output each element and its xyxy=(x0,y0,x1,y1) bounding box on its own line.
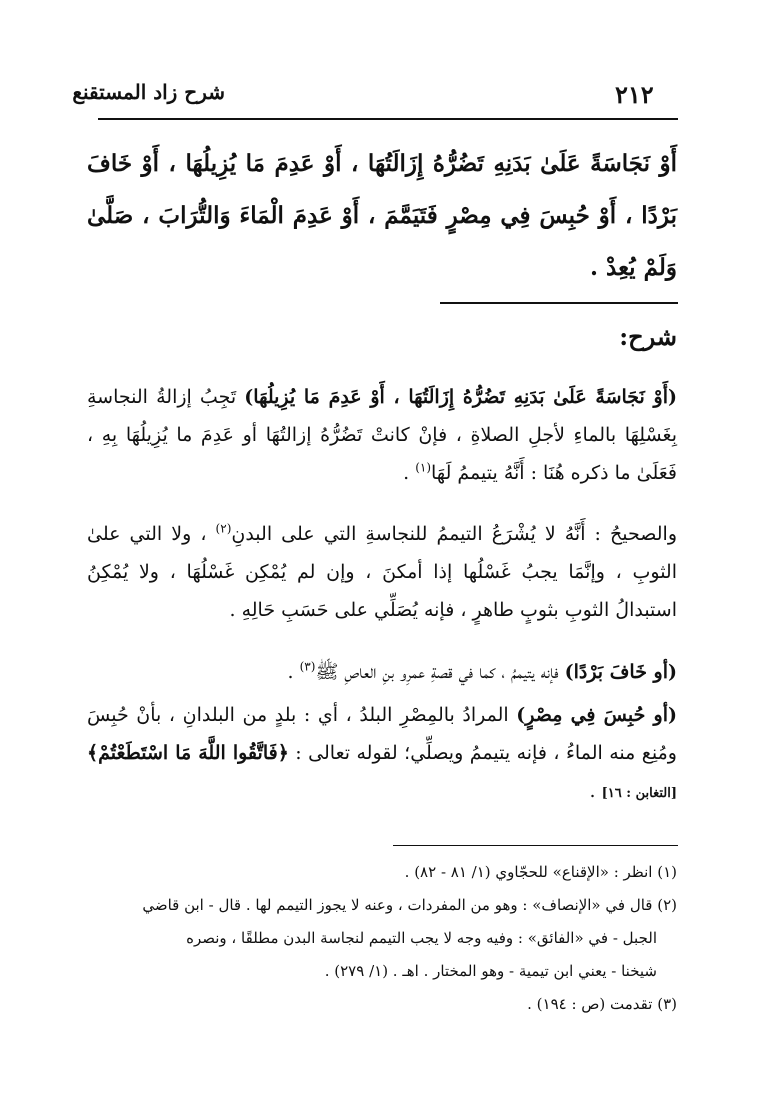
paragraph-text: تَجِبُ إزالةُ النجاسةِ بِغَسْلِهَا بالماءِ لأجلِ الصلاةِ ، فإنْ كانتْ تَضُرُّهُ إزالتُهَا أو عَدِمَ ما يُزِيلُهَا بِهِ ، فَعَلَىٰ ما ذكره هُنَا : أَنَّهُ يتيممُ لَهَا xyxy=(87,386,677,484)
paragraph-text: المرادُ بالمِصْرِ البلدُ ، أي : بلدٍ من البلدانِ ، بأنْ حُبِسَ ومُنِع منه الماءُ ، فإنه يتيممُ ويصلِّي؛ لقوله تعالى : xyxy=(87,704,677,764)
footnote-3: (٣) تقدمت (ص : ١٩٤) . xyxy=(527,995,677,1013)
footnote-2: (٢) قال في «الإنصاف» : وهو من المفردات ، وعنه لا يجوز التيمم لها . قال - ابن قاضي xyxy=(142,896,677,914)
footnote-2-line-2: الجبل - في «الفائق» : وفيه وجه لا يجب التيمم لنجاسة البدن مطلقًا ، ونصره xyxy=(186,929,657,947)
sharh-heading: شرح: xyxy=(619,322,677,351)
commentary-paragraph-1 xyxy=(87,378,677,492)
footnotes xyxy=(87,856,677,1021)
footnote-2-line-3: شيخنا - يعني ابن تيمية - وهو المختار . اهـ . (١/ ٢٧٩) . xyxy=(324,962,657,980)
running-title: شرح زاد المستقنع xyxy=(72,80,225,104)
paragraph-end: . xyxy=(403,462,416,484)
quran-verse: ﴿فَاتَّقُوا اللَّهَ مَا اسْتَطَعْتُمْ﴾ xyxy=(87,742,289,764)
verse-reference: [التغابن : ١٦] xyxy=(601,786,677,801)
footnotes-divider xyxy=(393,845,678,846)
paragraph-text: ، ولا التي علىٰ الثوبِ ، وإنَّمَا يجبُ غَسْلُها إذا أمكنَ ، وإن لم يُمْكِن غَسْلُهَا ، ولا يُمْكِنُ استبدالُ الثوبِ بثوبٍ طاهرٍ ، فإنه يُصَلِّي على حَسَبِ حَالِهِ . xyxy=(87,523,677,621)
matn-quote: (أو خَافَ بَرْدًا) xyxy=(564,661,677,683)
matn-quote: (أو حُبِسَ فِي مِصْرٍ) xyxy=(516,704,677,726)
matn-text: أَوْ نَجَاسَةً عَلَىٰ بَدَنِهِ تَضُرُّهُ إِزَالَتُهَا ، أَوْ عَدِمَ مَا يُزِيلُهَا ، أَوْ خَافَ بَرْدًا ، أَوْ حُبِسَ فِي مِصْرٍ فَتَيَمَّمَ ، أَوْ عَدِمَ الْمَاءَ وَالتُّرَابَ ، صَلَّىٰ وَلَمْ يُعِدْ . xyxy=(87,150,677,281)
footnote-marker: (٣) xyxy=(299,659,316,674)
footnote-marker: (١) xyxy=(415,460,432,475)
page-number: ٢١٢ xyxy=(615,80,654,109)
commentary-paragraph-2 xyxy=(87,515,677,629)
footnote-1: (١) انظر : «الإقناع» للحجّاوي (١/ ٨١ - ٨٢) . xyxy=(404,863,677,881)
paragraph-text: فإنه يتيممُ ، كما في قصةِ عمرِو بنِ العاصِ ﷺ xyxy=(315,661,559,683)
paragraph-end: . xyxy=(589,780,602,802)
commentary-paragraph-3 xyxy=(87,653,677,691)
paragraph-end: . xyxy=(287,661,300,683)
header-divider xyxy=(98,118,678,120)
matn-quote: (أَوْ نَجَاسَةً عَلَىٰ بَدَنِهِ تَضُرُّهُ إِزَالَتُهَا ، أَوْ عَدِمَ مَا يُزِيلُهَا) xyxy=(244,386,677,408)
paragraph-text: والصحيحُ : أَنَّهُ لا يُشْرَعُ التيممُ للنجاسةِ التي على البدنِ xyxy=(231,523,677,545)
commentary-paragraph-4 xyxy=(87,696,677,813)
footnote-marker: (٢) xyxy=(215,521,232,536)
matn-divider xyxy=(440,302,678,304)
